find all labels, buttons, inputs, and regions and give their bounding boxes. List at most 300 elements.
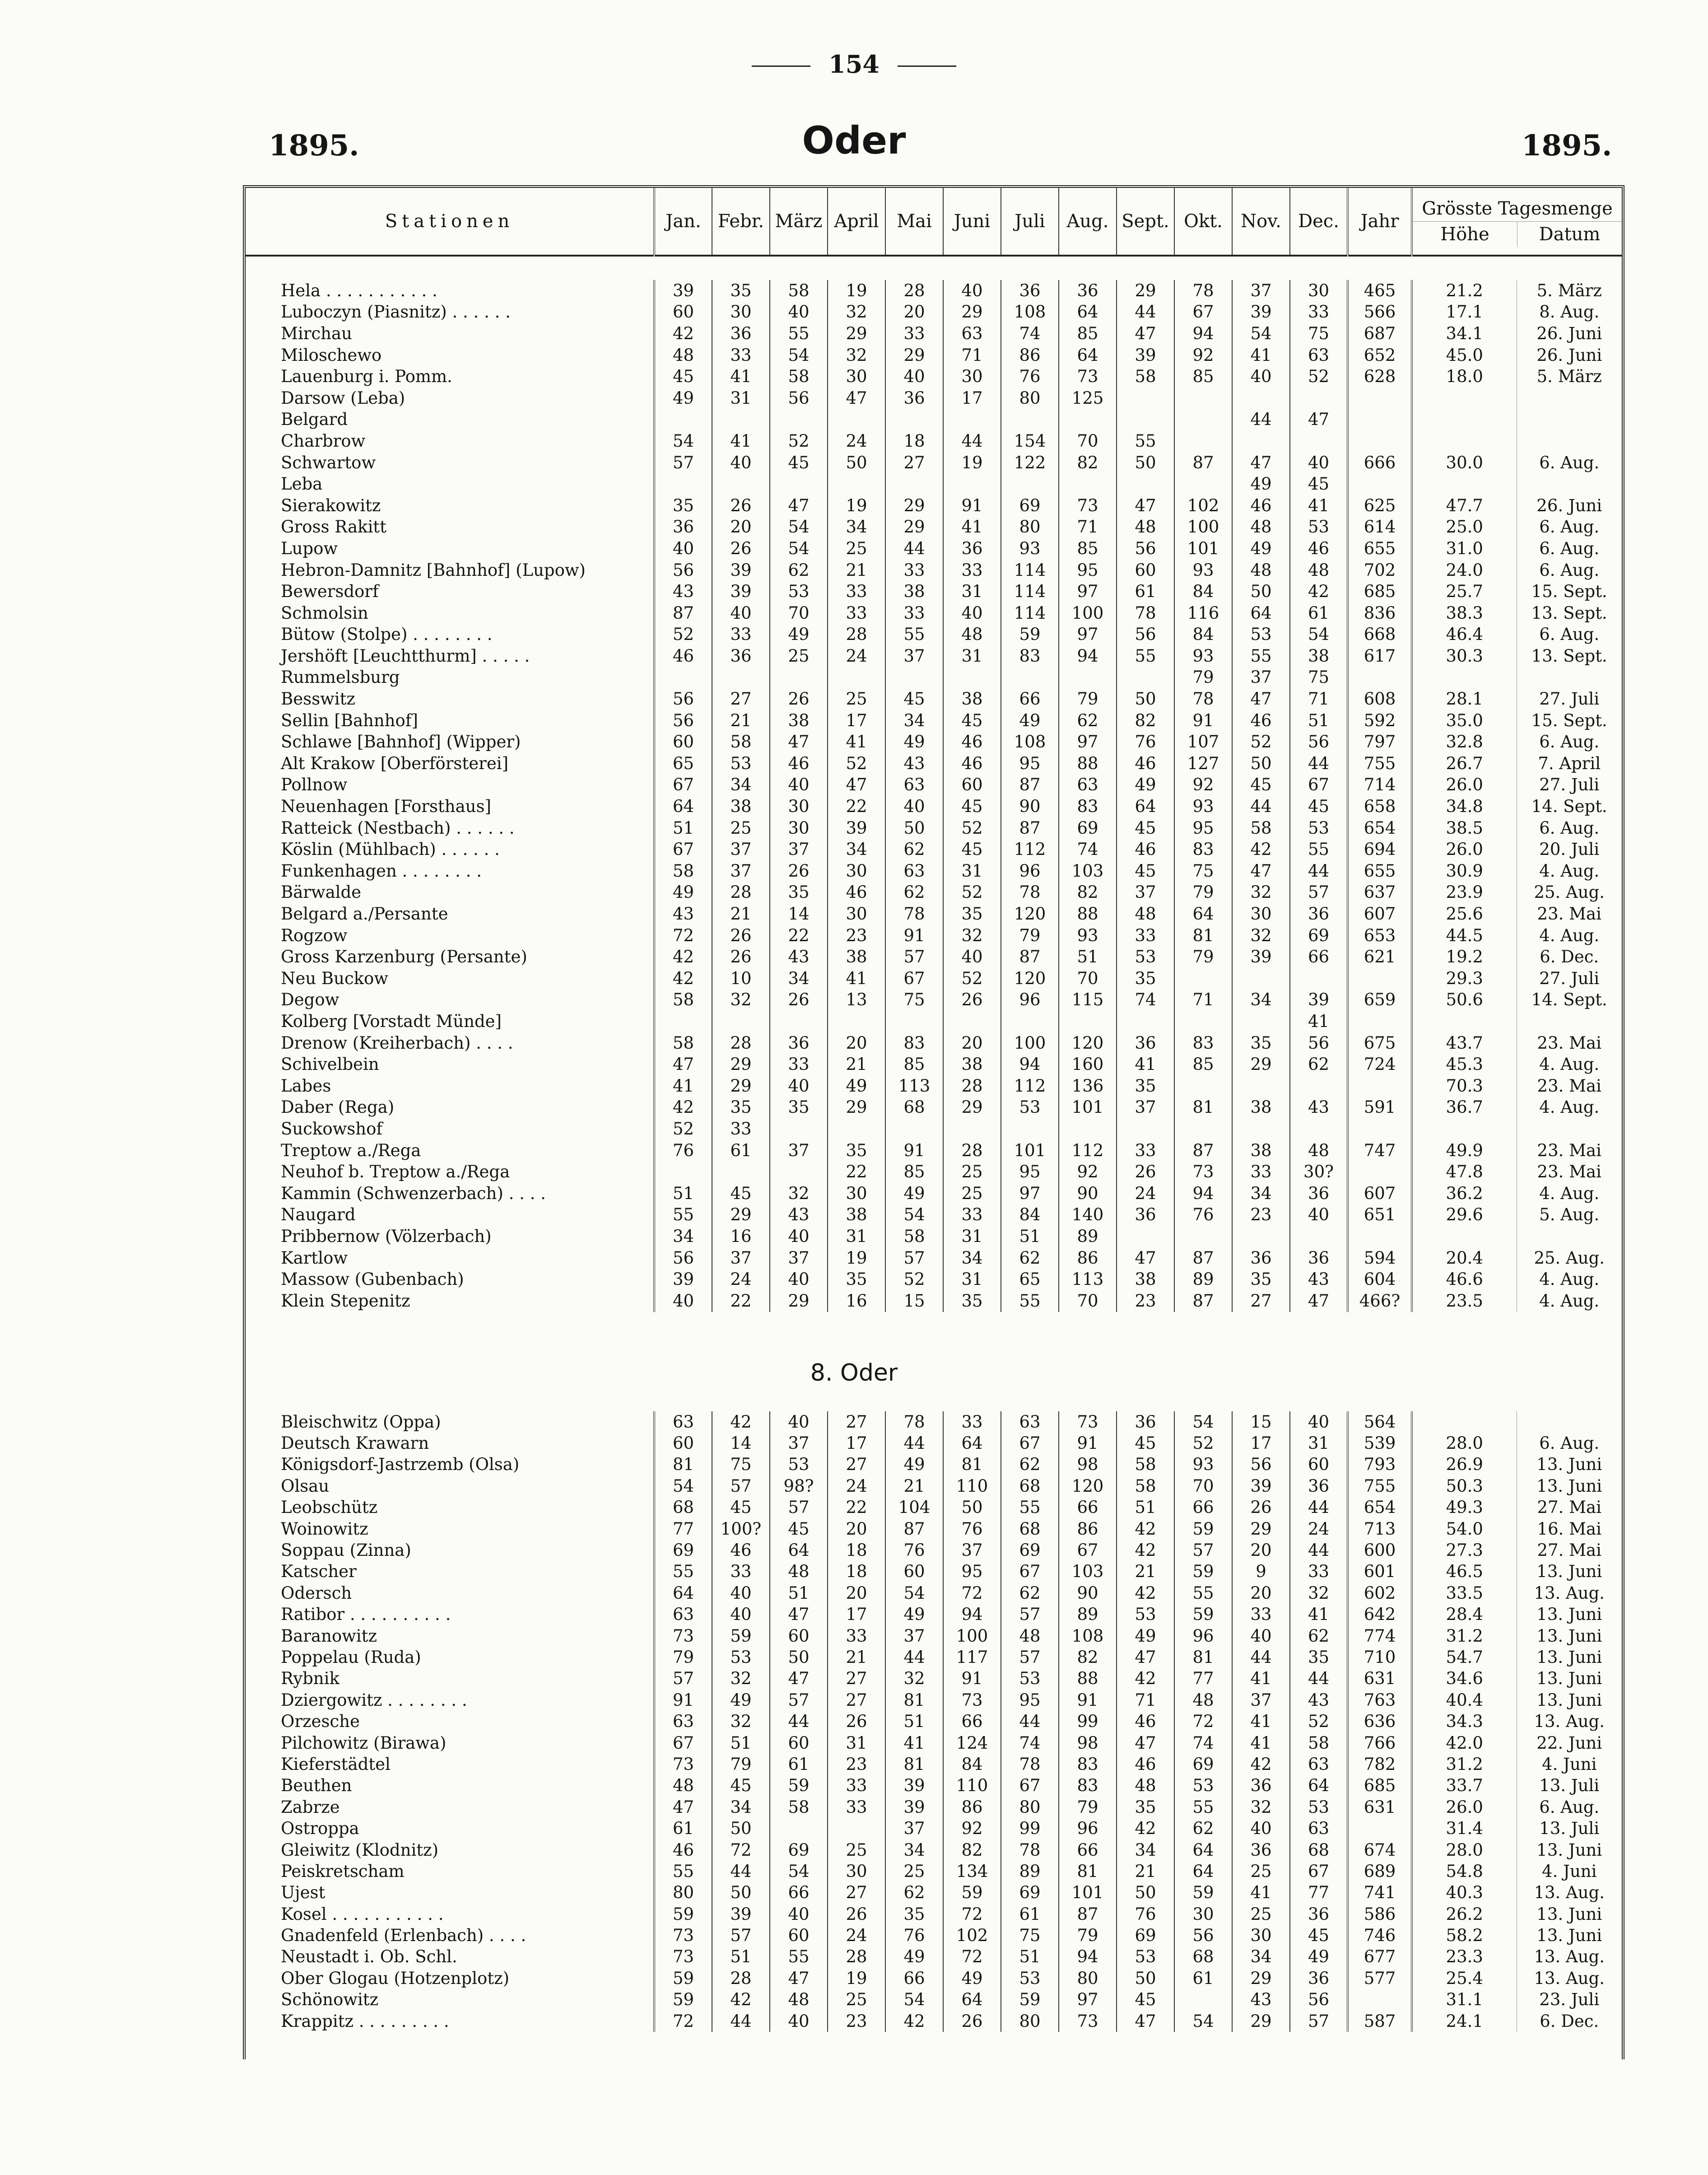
value-cell: 25.4 — [1412, 1968, 1517, 1989]
value-cell: 33.7 — [1412, 1775, 1517, 1797]
value-cell: 66 — [943, 1711, 1001, 1732]
value-cell: 52 — [943, 968, 1001, 989]
value-cell: 56 — [1174, 1925, 1232, 1946]
table-row — [246, 581, 1622, 602]
value-cell: 51 — [1059, 946, 1117, 968]
value-cell — [1117, 1226, 1174, 1247]
value-cell: 654 — [1348, 1497, 1412, 1518]
value-cell: 81 — [885, 1690, 943, 1711]
value-cell: 54 — [770, 517, 828, 538]
value-cell: 55 — [1174, 1582, 1232, 1604]
value-cell: 40 — [943, 946, 1001, 968]
value-cell: 64 — [1174, 903, 1232, 925]
value-cell: 54 — [1290, 624, 1348, 646]
value-cell: 96 — [1174, 1625, 1232, 1647]
value-cell — [1348, 1161, 1412, 1183]
value-cell: 23. Mai — [1517, 1161, 1622, 1183]
value-cell: 37 — [712, 1247, 770, 1269]
value-cell: 45.0 — [1412, 345, 1517, 366]
value-cell: 69 — [1174, 1754, 1232, 1775]
station-name: Olsau — [281, 1476, 330, 1496]
value-cell: 594 — [1348, 1247, 1412, 1269]
value-cell: 65 — [654, 753, 712, 775]
value-cell: 45 — [1117, 860, 1174, 882]
value-cell: 607 — [1348, 1183, 1412, 1204]
value-cell: 92 — [1059, 1161, 1117, 1183]
value-cell — [1412, 387, 1517, 409]
value-cell: 23. Mai — [1517, 1032, 1622, 1054]
value-cell: 40 — [1290, 1204, 1348, 1226]
value-cell: 54 — [1232, 323, 1290, 345]
value-cell — [1232, 1226, 1290, 1247]
value-cell: 40 — [1232, 366, 1290, 387]
value-cell: 702 — [1348, 560, 1412, 581]
value-cell: 48 — [654, 1775, 712, 1797]
table-row — [246, 1775, 1622, 1797]
value-cell: 100 — [1001, 1032, 1059, 1054]
value-cell: 136 — [1059, 1075, 1117, 1097]
value-cell: 35 — [1117, 1075, 1174, 1097]
value-cell: 724 — [1348, 1054, 1412, 1075]
table-row — [246, 1946, 1622, 1968]
value-cell — [943, 409, 1001, 431]
value-cell: 78 — [1001, 1754, 1059, 1775]
value-cell: 55 — [1232, 645, 1290, 667]
value-cell — [770, 409, 828, 431]
value-cell: 14 — [712, 1433, 770, 1454]
value-cell: 40 — [770, 1904, 828, 1925]
value-cell: 714 — [1348, 775, 1412, 796]
value-cell: 40 — [712, 602, 770, 624]
value-cell: 33 — [712, 1118, 770, 1140]
value-cell: 117 — [943, 1647, 1001, 1668]
station-name: Dziergowitz . . . . . . . . — [281, 1690, 467, 1710]
value-cell: 48 — [654, 345, 712, 366]
value-cell: 774 — [1348, 1625, 1412, 1647]
value-cell: 33 — [712, 345, 770, 366]
value-cell: 26 — [712, 495, 770, 517]
station-name: Ostroppa — [281, 1819, 359, 1839]
value-cell: 20.4 — [1412, 1247, 1517, 1269]
value-cell: 44 — [770, 1711, 828, 1732]
value-cell: 45 — [1232, 775, 1290, 796]
value-cell: 37 — [712, 839, 770, 860]
value-cell: 64 — [1290, 1775, 1348, 1797]
value-cell: 36 — [1290, 1247, 1348, 1269]
value-cell: 97 — [1059, 624, 1117, 646]
table-row — [246, 1711, 1622, 1732]
value-cell: 30.9 — [1412, 860, 1517, 882]
value-cell: 68 — [654, 1497, 712, 1518]
value-cell: 32 — [1232, 925, 1290, 947]
value-cell: 61 — [712, 1140, 770, 1162]
value-cell: 55 — [885, 624, 943, 646]
value-cell: 59 — [654, 1904, 712, 1925]
value-cell — [1232, 968, 1290, 989]
table-row — [246, 796, 1622, 817]
value-cell: 46.4 — [1412, 624, 1517, 646]
value-cell: 23 — [828, 925, 885, 947]
value-cell: 66 — [1174, 1497, 1232, 1518]
value-cell: 26 — [943, 989, 1001, 1011]
station-name: Soppau (Zinna) — [281, 1540, 411, 1560]
value-cell: 58 — [1232, 817, 1290, 839]
table-row — [246, 1797, 1622, 1818]
value-cell: 14. Sept. — [1517, 796, 1622, 817]
value-cell: 47 — [654, 1797, 712, 1818]
value-cell: 59 — [712, 1625, 770, 1647]
value-cell: 15. Sept. — [1517, 581, 1622, 602]
value-cell: 43 — [1232, 1989, 1290, 2011]
value-cell: 79 — [1174, 667, 1232, 689]
value-cell: 69 — [654, 1540, 712, 1561]
value-cell: 4. Aug. — [1517, 1269, 1622, 1290]
value-cell — [1412, 430, 1517, 452]
value-cell — [828, 473, 885, 495]
header-max-title: Grösste Tagesmenge — [1422, 198, 1613, 219]
value-cell: 94 — [1001, 1054, 1059, 1075]
value-cell: 26.7 — [1412, 753, 1517, 775]
value-cell: 42 — [1117, 1668, 1174, 1690]
value-cell: 45 — [1290, 796, 1348, 817]
table-row — [246, 989, 1622, 1011]
value-cell: 54.7 — [1412, 1647, 1517, 1668]
value-cell: 43 — [1290, 1097, 1348, 1119]
value-cell: 76 — [1001, 366, 1059, 387]
value-cell: 564 — [1348, 1411, 1412, 1433]
value-cell — [943, 1011, 1001, 1032]
value-cell: 40 — [712, 452, 770, 474]
value-cell: 33 — [943, 1411, 1001, 1433]
value-cell: 112 — [1001, 1075, 1059, 1097]
value-cell: 38 — [1232, 1140, 1290, 1162]
value-cell: 41 — [654, 1075, 712, 1097]
value-cell: 53 — [770, 1454, 828, 1475]
value-cell: 36 — [1290, 1475, 1348, 1497]
value-cell: 6. Dec. — [1517, 946, 1622, 968]
value-cell: 465 — [1348, 280, 1412, 302]
value-cell: 97 — [1059, 581, 1117, 602]
value-cell: 67 — [1290, 1861, 1348, 1882]
value-cell: 29 — [770, 1290, 828, 1312]
value-cell: 28.0 — [1412, 1839, 1517, 1861]
value-cell: 44 — [1117, 302, 1174, 323]
value-cell: 33 — [1117, 925, 1174, 947]
value-cell: 72 — [654, 925, 712, 947]
value-cell: 631 — [1348, 1668, 1412, 1690]
value-cell — [828, 667, 885, 689]
value-cell: 26 — [828, 1711, 885, 1732]
value-cell: 75 — [712, 1454, 770, 1475]
table-row — [246, 1625, 1622, 1647]
value-cell: 45 — [943, 839, 1001, 860]
value-cell — [770, 1161, 828, 1183]
value-cell: 108 — [1059, 1625, 1117, 1647]
value-cell — [1517, 409, 1622, 431]
value-cell: 38 — [885, 581, 943, 602]
value-cell: 52 — [943, 817, 1001, 839]
value-cell: 27 — [828, 1668, 885, 1690]
value-cell: 103 — [1059, 1561, 1117, 1582]
table-row — [246, 624, 1622, 646]
value-cell: 66 — [885, 1968, 943, 1989]
value-cell: 27. Mai — [1517, 1497, 1622, 1518]
value-cell: 466? — [1348, 1290, 1412, 1312]
value-cell: 56 — [1290, 731, 1348, 753]
value-cell: 32 — [943, 925, 1001, 947]
value-cell: 55 — [654, 1204, 712, 1226]
value-cell: 24 — [828, 1475, 885, 1497]
value-cell: 27. Juli — [1517, 968, 1622, 989]
value-cell: 54 — [885, 1989, 943, 2011]
value-cell: 44 — [712, 1861, 770, 1882]
value-cell — [1117, 1011, 1174, 1032]
value-cell — [1117, 473, 1174, 495]
value-cell: 83 — [885, 1032, 943, 1054]
value-cell: 59 — [1001, 1989, 1059, 2011]
value-cell: 103 — [1059, 860, 1117, 882]
station-name: Suckowshof — [281, 1119, 383, 1139]
value-cell: 21 — [828, 1054, 885, 1075]
value-cell: 87 — [1174, 1140, 1232, 1162]
value-cell: 28 — [943, 1140, 1001, 1162]
value-cell: 77 — [1290, 1882, 1348, 1904]
value-cell: 29 — [1232, 2011, 1290, 2032]
value-cell: 53 — [712, 1647, 770, 1668]
value-cell: 83 — [1001, 645, 1059, 667]
value-cell: 44 — [712, 2011, 770, 2032]
value-cell: 41 — [1232, 1668, 1290, 1690]
header-jul: Juli — [1001, 188, 1059, 256]
value-cell: 64 — [1117, 796, 1174, 817]
value-cell: 33 — [885, 560, 943, 581]
value-cell: 53 — [1001, 1968, 1059, 1989]
value-cell: 112 — [1001, 839, 1059, 860]
value-cell: 50 — [1117, 1968, 1174, 1989]
value-cell: 29 — [1232, 1518, 1290, 1540]
value-cell: 20 — [1232, 1582, 1290, 1604]
value-cell: 120 — [1001, 903, 1059, 925]
value-cell: 69 — [1290, 925, 1348, 947]
value-cell: 59 — [1174, 1518, 1232, 1540]
value-cell: 47 — [770, 495, 828, 517]
value-cell — [1348, 1226, 1412, 1247]
value-cell: 30 — [828, 903, 885, 925]
value-cell: 73 — [1059, 1411, 1117, 1433]
value-cell: 34 — [828, 839, 885, 860]
value-cell: 44 — [1290, 860, 1348, 882]
value-cell — [712, 473, 770, 495]
station-name: Gnadenfeld (Erlenbach) . . . . — [281, 1926, 526, 1946]
value-cell: 30.3 — [1412, 645, 1517, 667]
table-row — [246, 968, 1622, 989]
value-cell: 53 — [1117, 946, 1174, 968]
value-cell: 25.7 — [1412, 581, 1517, 602]
table-row — [246, 1269, 1622, 1290]
value-cell: 154 — [1001, 430, 1059, 452]
value-cell: 23.9 — [1412, 882, 1517, 904]
value-cell: 42 — [654, 323, 712, 345]
value-cell: 31 — [943, 1269, 1001, 1290]
value-cell: 27 — [828, 1882, 885, 1904]
value-cell: 48 — [1290, 1140, 1348, 1162]
value-cell: 21 — [885, 1475, 943, 1497]
value-cell: 110 — [943, 1475, 1001, 1497]
value-cell — [1348, 409, 1412, 431]
value-cell: 42 — [654, 946, 712, 968]
value-cell: 27 — [1232, 1290, 1290, 1312]
value-cell — [885, 1011, 943, 1032]
value-cell — [1059, 1118, 1117, 1140]
value-cell — [1232, 1118, 1290, 1140]
table-row — [246, 1882, 1622, 1904]
value-cell: 5. Aug. — [1517, 1204, 1622, 1226]
value-cell: 78 — [1001, 882, 1059, 904]
value-cell: 98? — [770, 1475, 828, 1497]
value-cell: 73 — [1059, 2011, 1117, 2032]
table-row — [246, 409, 1622, 431]
table-row — [246, 517, 1622, 538]
value-cell: 40 — [770, 302, 828, 323]
value-cell: 30.0 — [1412, 452, 1517, 474]
station-name: Alt Krakow [Oberförsterei] — [281, 753, 508, 773]
value-cell: 4. Aug. — [1517, 860, 1622, 882]
value-cell: 23. Mai — [1517, 1075, 1622, 1097]
value-cell: 116 — [1174, 602, 1232, 624]
value-cell: 57 — [654, 452, 712, 474]
value-cell: 73 — [1059, 495, 1117, 517]
value-cell: 29 — [828, 1097, 885, 1119]
value-cell: 49 — [828, 1075, 885, 1097]
value-cell: 28 — [712, 882, 770, 904]
value-cell: 675 — [1348, 1032, 1412, 1054]
value-cell: 600 — [1348, 1540, 1412, 1561]
value-cell — [1348, 473, 1412, 495]
value-cell: 29 — [885, 517, 943, 538]
header-mar: März — [770, 188, 828, 256]
value-cell: 55 — [770, 1946, 828, 1968]
station-name: Pribbernow (Völzerbach) — [281, 1226, 492, 1246]
value-cell: 16. Mai — [1517, 1518, 1622, 1540]
value-cell: 17 — [828, 710, 885, 732]
value-cell: 41 — [1232, 1882, 1290, 1904]
value-cell: 42 — [654, 1097, 712, 1119]
value-cell: 81 — [1174, 1647, 1232, 1668]
value-cell: 94 — [1059, 645, 1117, 667]
value-cell: 49 — [1001, 710, 1059, 732]
value-cell — [1348, 1118, 1412, 1140]
value-cell: 42 — [1117, 1540, 1174, 1561]
value-cell: 53 — [1117, 1946, 1174, 1968]
value-cell: 63 — [1290, 1818, 1348, 1839]
value-cell: 88 — [1059, 753, 1117, 775]
value-cell: 29 — [1117, 280, 1174, 302]
value-cell: 30 — [828, 1183, 885, 1204]
value-cell: 710 — [1348, 1647, 1412, 1668]
value-cell: 52 — [943, 882, 1001, 904]
value-cell: 741 — [1348, 1882, 1412, 1904]
value-cell: 59 — [654, 1989, 712, 2011]
value-cell: 59 — [1174, 1561, 1232, 1582]
value-cell: 63 — [885, 860, 943, 882]
value-cell: 96 — [1059, 1818, 1117, 1839]
station-name: Kosel . . . . . . . . . . . — [281, 1904, 444, 1924]
value-cell: 56 — [1290, 1989, 1348, 2011]
value-cell: 86 — [1001, 345, 1059, 366]
station-name: Sellin [Bahnhof] — [281, 710, 418, 730]
value-cell — [1059, 473, 1117, 495]
value-cell: 659 — [1348, 989, 1412, 1011]
value-cell: 59 — [1174, 1604, 1232, 1625]
value-cell: 79 — [1059, 688, 1117, 710]
value-cell: 38 — [770, 710, 828, 732]
value-cell: 35 — [943, 1290, 1001, 1312]
value-cell: 56 — [1117, 624, 1174, 646]
station-name: Ujest — [281, 1883, 326, 1903]
header-may: Mai — [885, 188, 943, 256]
value-cell — [1117, 667, 1174, 689]
value-cell: 101 — [1059, 1097, 1117, 1119]
table-row — [246, 1604, 1622, 1625]
value-cell: 104 — [885, 1497, 943, 1518]
value-cell: 60 — [770, 1625, 828, 1647]
value-cell: 81 — [1174, 925, 1232, 947]
value-cell: 77 — [1174, 1668, 1232, 1690]
value-cell — [1174, 430, 1232, 452]
value-cell: 58 — [1290, 1732, 1348, 1754]
value-cell: 13. Juni — [1517, 1561, 1622, 1582]
value-cell: 57 — [712, 1475, 770, 1497]
value-cell: 55 — [770, 323, 828, 345]
value-cell: 44 — [885, 538, 943, 560]
value-cell: 76 — [885, 1540, 943, 1561]
station-name: Gross Karzenburg (Persante) — [281, 947, 527, 967]
value-cell: 67 — [885, 968, 943, 989]
value-cell: 43 — [654, 903, 712, 925]
value-cell: 31.4 — [1412, 1818, 1517, 1839]
value-cell: 35 — [1117, 968, 1174, 989]
value-cell — [1348, 430, 1412, 452]
header-nov: Nov. — [1232, 188, 1290, 256]
value-cell — [1001, 409, 1059, 431]
value-cell: 39 — [712, 581, 770, 602]
value-cell: 42 — [712, 1411, 770, 1433]
value-cell: 6. Aug. — [1517, 452, 1622, 474]
value-cell: 33.5 — [1412, 1582, 1517, 1604]
station-name: Sierakowitz — [281, 495, 381, 515]
value-cell: 32 — [712, 989, 770, 1011]
value-cell — [1232, 1075, 1290, 1097]
value-cell: 26.9 — [1412, 1454, 1517, 1475]
value-cell: 42.0 — [1412, 1732, 1517, 1754]
value-cell: 21 — [712, 903, 770, 925]
value-cell: 29 — [1232, 1054, 1290, 1075]
value-cell — [885, 1118, 943, 1140]
value-cell: 96 — [1001, 860, 1059, 882]
value-cell — [1412, 409, 1517, 431]
value-cell: 63 — [654, 1411, 712, 1433]
value-cell: 49 — [770, 624, 828, 646]
value-cell: 84 — [1174, 624, 1232, 646]
value-cell: 82 — [1059, 452, 1117, 474]
value-cell — [828, 1011, 885, 1032]
value-cell: 71 — [1174, 989, 1232, 1011]
value-cell: 54 — [770, 538, 828, 560]
value-cell: 30 — [828, 366, 885, 387]
value-cell: 88 — [1059, 1668, 1117, 1690]
value-cell: 35 — [654, 495, 712, 517]
value-cell — [1059, 1011, 1117, 1032]
